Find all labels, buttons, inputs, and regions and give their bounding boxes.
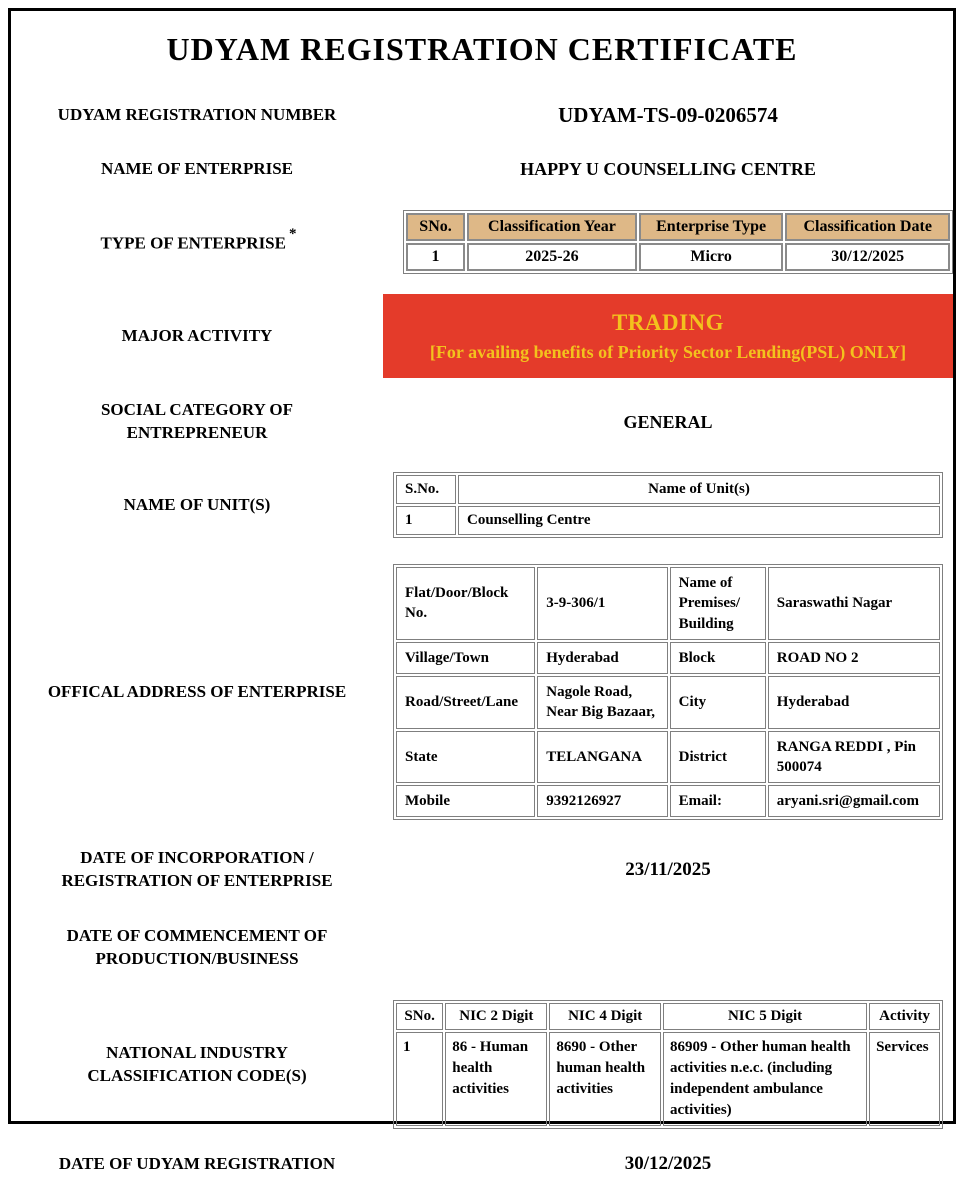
major-activity-note: [For availing benefits of Priority Sector Lending(PSL) ONLY] — [429, 341, 907, 362]
table-cell: 8690 - Other human health activities — [549, 1032, 661, 1126]
table-header-cell: Activity — [869, 1003, 940, 1030]
table-cell: Block — [670, 642, 766, 674]
table-row — [396, 642, 940, 674]
table-cell: Counselling Centre — [458, 506, 940, 535]
nic-table — [393, 1000, 943, 1129]
incorporation-date-label: DATE OF INCORPORATION / REGISTRATION OF ENTERPRISE — [61, 848, 333, 891]
major-activity-value: TRADING — [611, 309, 725, 335]
table-row — [396, 1032, 940, 1126]
row-units — [11, 472, 953, 538]
table-header-cell: Name of Unit(s) — [458, 475, 940, 504]
table-row — [396, 785, 940, 817]
table-cell: 86 - Human health activities — [445, 1032, 547, 1126]
table-header-cell: NIC 2 Digit — [445, 1003, 547, 1030]
row-enterprise-name — [11, 154, 953, 184]
table-cell: TELANGANA — [537, 731, 667, 784]
address-table — [393, 564, 943, 820]
enterprise-name-label: NAME OF ENTERPRISE — [100, 158, 294, 178]
table-cell: Village/Town — [396, 642, 535, 674]
page-title: UDYAM REGISTRATION CERTIFICATE — [166, 31, 798, 67]
table-header-cell: NIC 4 Digit — [549, 1003, 661, 1030]
social-category-value: GENERAL — [623, 411, 713, 432]
enterprise-name-value: HAPPY U COUNSELLING CENTRE — [520, 158, 816, 179]
table-cell: 9392126927 — [537, 785, 667, 817]
table-row — [396, 731, 940, 784]
row-incorporation-date — [11, 844, 953, 896]
table-cell: Nagole Road, Near Big Bazaar, — [537, 676, 667, 729]
units-label: NAME OF UNIT(S) — [123, 494, 271, 514]
table-row — [396, 676, 940, 729]
table-cell: Micro — [639, 243, 784, 271]
table-header-cell: Enterprise Type — [639, 213, 784, 241]
table-cell: 1 — [406, 243, 465, 271]
row-udyam-registration-date — [11, 1147, 953, 1181]
row-registration-number — [11, 100, 953, 130]
row-commencement-date — [11, 922, 953, 974]
table-cell: Hyderabad — [768, 676, 940, 729]
table-cell: District — [670, 731, 766, 784]
table-cell: 1 — [396, 1032, 443, 1126]
table-cell: State — [396, 731, 535, 784]
table-cell: Hyderabad — [537, 642, 667, 674]
table-header-row — [396, 475, 940, 504]
required-asterisk: * — [288, 226, 297, 243]
table-header-row — [406, 213, 950, 241]
table-header-cell: SNo. — [406, 213, 465, 241]
major-activity-banner — [383, 294, 953, 378]
table-cell: City — [670, 676, 766, 729]
table-header-cell: Classification Year — [467, 213, 637, 241]
table-cell: RANGA REDDI , Pin 500074 — [768, 731, 940, 784]
table-cell: Saraswathi Nagar — [768, 567, 940, 640]
incorporation-date-value: 23/11/2025 — [625, 859, 711, 881]
official-address-label: OFFICAL ADDRESS OF ENTERPRISE — [47, 681, 347, 701]
table-cell: 3-9-306/1 — [537, 567, 667, 640]
table-row — [396, 506, 940, 535]
table-row — [396, 567, 940, 640]
row-social-category — [11, 396, 953, 448]
table-cell: Name of Premises/ Building — [670, 567, 766, 640]
social-category-label: SOCIAL CATEGORY OF ENTREPRENEUR — [100, 400, 294, 442]
registration-number-value: UDYAM-TS-09-0206574 — [558, 102, 778, 127]
row-enterprise-type — [11, 210, 953, 274]
table-cell: Services — [869, 1032, 940, 1126]
table-cell: Email: — [670, 785, 766, 817]
table-cell: Flat/Door/Block No. — [396, 567, 535, 640]
udyam-registration-date-value: 30/12/2025 — [624, 1153, 712, 1175]
units-table — [393, 472, 943, 538]
table-cell: Mobile — [396, 785, 535, 817]
table-header-row — [396, 1003, 940, 1030]
certificate-frame — [8, 8, 956, 1175]
nic-codes-label: NATIONAL INDUSTRY CLASSIFICATION CODE(S) — [87, 1042, 307, 1085]
table-header-cell: SNo. — [396, 1003, 443, 1030]
table-cell: 2025-26 — [467, 243, 637, 271]
enterprise-type-table — [403, 210, 953, 274]
table-cell: 86909 - Other human health activities n.e.c. (including independent ambulance activities) — [663, 1032, 867, 1126]
row-major-activity — [11, 294, 953, 378]
enterprise-type-label: TYPE OF ENTERPRISE — [100, 233, 286, 253]
table-header-cell: NIC 5 Digit — [663, 1003, 867, 1030]
row-official-address — [11, 564, 953, 820]
registration-number-label: UDYAM REGISTRATION NUMBER — [57, 104, 337, 124]
table-cell: aryani.sri@gmail.com — [768, 785, 940, 817]
commencement-date-label: DATE OF COMMENCEMENT OF PRODUCTION/BUSINESS — [66, 926, 328, 969]
row-nic-codes — [11, 1000, 953, 1129]
table-row — [406, 243, 950, 271]
table-header-cell: S.No. — [396, 475, 456, 504]
table-header-cell: Classification Date — [785, 213, 950, 241]
udyam-registration-date-label: DATE OF UDYAM REGISTRATION — [58, 1153, 336, 1173]
certificate-content — [11, 11, 953, 1175]
table-cell: 1 — [396, 506, 456, 535]
table-cell: Road/Street/Lane — [396, 676, 535, 729]
major-activity-label: MAJOR ACTIVITY — [121, 325, 273, 345]
table-cell: 30/12/2025 — [785, 243, 950, 271]
table-cell: ROAD NO 2 — [768, 642, 940, 674]
